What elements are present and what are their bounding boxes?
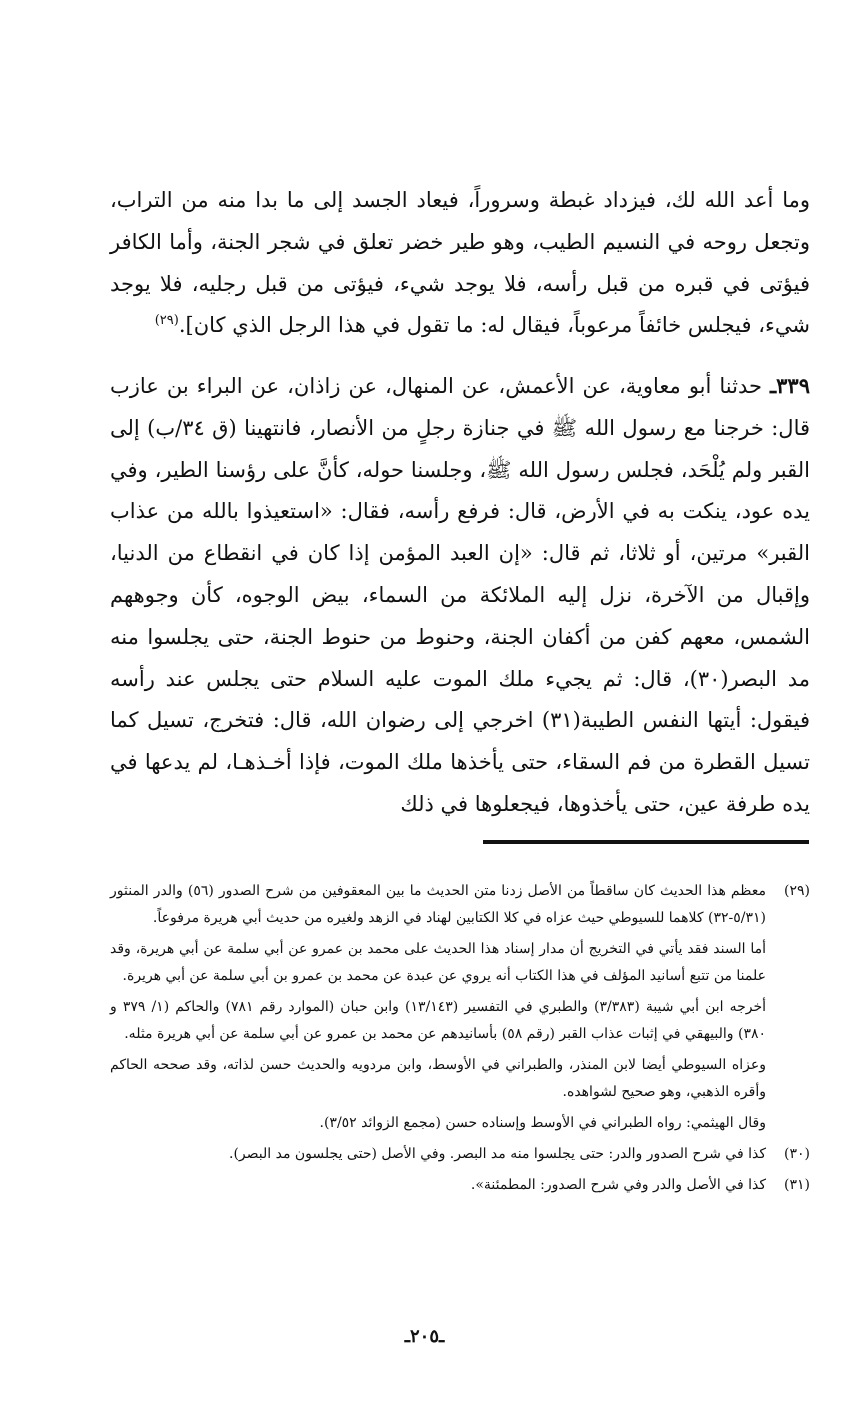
footnote-body	[110, 878, 766, 1141]
paragraph-1-text: وما أعد الله لك، فيزداد غبطة وسروراً، فيعاد الجسد إلى ما بدا منه من التراب، وتجعل روحه في النسيم الطيب، وهو طير خضر تعلق في شجر الجنة، وأما الكافر فيؤتى في قبره من قبل رأسه، فلا يوجد شيء، فيؤتى من قبل رجليه، فلا يوجد شيء، فيجلس خائفاً مرعوباً، فيقال له: ما تقول في هذا الرجل الذي كان].	[110, 188, 810, 338]
hadith-number: ٣٣٩ـ	[770, 373, 810, 398]
footnote-line: أخرجه ابن أبي شيبة (٣/٣٨٣) والطبري في التفسير (١٣/١٤٣) وابن حبان (الموارد رقم ٧٨١) والحاكم (١/ ٣٧٩ و ٣٨٠) والبيهقي في إثبات عذاب القبر (رقم ٥٨) بأسانيدهم عن محمد بن عمرو عن أبي سلمة عن أبي هريرة مثله.	[110, 999, 767, 1042]
footnote-line: وعزاه السيوطي أيضا لابن المنذر، والطبراني في الأوسط، وابن مردويه والحديث حسن لذاته، وقد صححه الحاكم وأقره الذهبي، وهو صحيح لشواهده.	[110, 1057, 766, 1100]
footnote-number: (٣١)	[784, 1177, 810, 1193]
hadith-339-text: حدثنا أبو معاوية، عن الأعمش، عن المنهال، عن زاذان، عن البراء بن عازب قال: خرجنا مع رسول الله ﷺ في جنازة رجلٍ من الأنصار، فانتهينا (ق ٣٤/ب) إلى القبر ولم يُلْحَد، فجلس رسول الله ﷺ، وجلسنا حوله، كأنَّ على رؤسنا الطير، وفي يده عود، ينكت به في الأرض، قال: فرفع رأسه، فقال: «استعيذوا بالله من عذاب القبر» مرتين، أو ثلاثا، ثم قال: «إن العبد المؤمن إذا كان في انقطاع من الدنيا، وإقبال من الآخرة، نزل إليه الملائكة من السماء، بيض الوجوه، كأن وجوههم الشمس، معهم كفن من أكفان الجنة، وحنوط من حنوط الجنة، حتى يجلسوا منه مد البصر(٣٠)، قال: ثم يجيء ملك الموت عليه السلام حتى يجلس عند رأسه فيقول: أيتها النفس الطيبة(٣١) اخرجي إلى رضوان الله، قال: فتخرج، تسيل كما تسيل القطرة من فم السقاء، حتى يأخذها ملك الموت، فإذا أخـذهـا، لم يدعها في يده طرفة عين، حتى يأخذوها، فيجعلوها في ذلك	[110, 374, 811, 816]
paragraph-continuation	[110, 180, 810, 347]
page-number: ـ٢٠٥ـ	[404, 1326, 445, 1347]
hadith-339	[110, 365, 810, 826]
footnote-body	[110, 1141, 766, 1172]
footnote-30	[110, 1141, 810, 1172]
footnote-number: (٢٩)	[784, 883, 810, 899]
footnote-line: أما السند فقد يأتي في التخريج أن مدار إسناد هذا الحديث على محمد بن عمرو عن أبي سلمة عن أبي هريرة، وقد علمنا من تتبع أسانيد المؤلف في هذا الكتاب أنه يروي عن عبدة عن محمد بن عمرو بن أبي سلمة عن أبي هريرة.	[110, 941, 766, 984]
footnote-line: كذا في شرح الصدور والدر: حتى يجلسوا منه مد البصر. وفي الأصل (حتى يجلسون مد البصر).	[229, 1146, 766, 1162]
footnote-line: كذا في الأصل والدر وفي شرح الصدور: المطمئنة».	[470, 1177, 766, 1193]
footnote-31	[110, 1172, 810, 1203]
footnote-29	[110, 878, 810, 1141]
footnote-separator	[483, 840, 809, 844]
footnote-ref-29: (٢٩)	[154, 313, 179, 329]
footnote-body	[110, 1172, 766, 1203]
footnote-line: معظم هذا الحديث كان ساقطاً من الأصل زدنا متن الحديث ما بين المعقوفين من شرح الصدور (٥٦) والدر المنثور (٥/٣١-٣٢) كلاهما للسيوطي حيث عزاه في كلا الكتابين لهناد في الزهد ولغيره من حديث أبي هريرة مرفوعاً.	[110, 883, 766, 926]
footnote-number: (٣٠)	[784, 1146, 810, 1162]
footnotes	[110, 878, 810, 1203]
footnote-line: وقال الهيثمي: رواه الطبراني في الأوسط وإسناده حسن (مجمع الزوائد ٣/٥٢).	[319, 1115, 766, 1131]
